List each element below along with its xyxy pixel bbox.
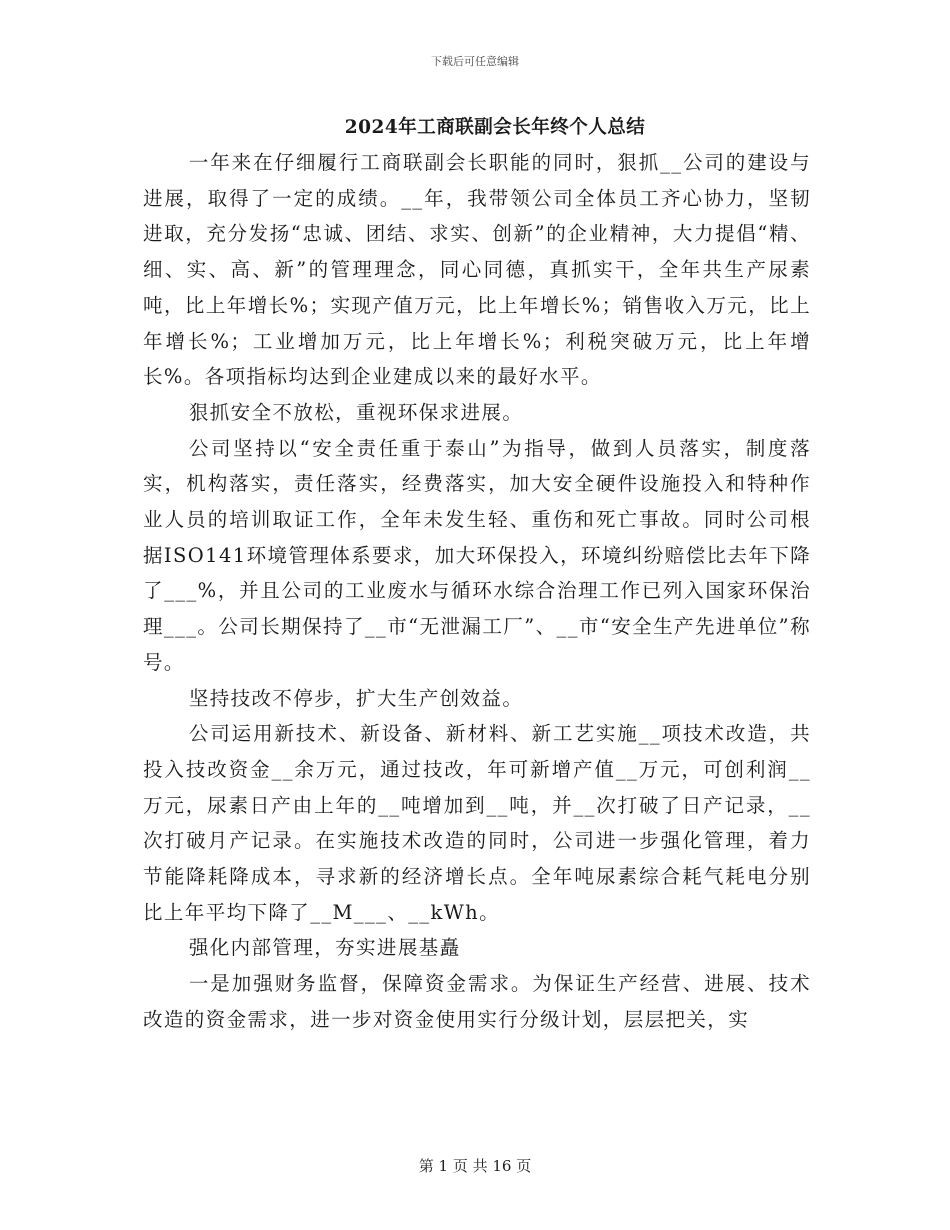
paragraph: 公司坚持以“安全责任重于泰山”为指导，做到人员落实，制度落实，机构落实，责任落实，经费落实，加大安全硬件设施投入和特种作业人员的培训取证工作，全年未发生轻、重伤和死亡事故。同时公司根据ISO141环境管理体系要求，加大环保投入，环境纠纷赔偿比去年下降了___%，并且公司的工业废水与循环水综合治理工作已列入国家环保治理___。公司长期保持了__市“无泄漏工厂”、__市“安全生产先进单位”称号。 [143, 436, 811, 674]
document-title: 2024年工商联副会长年终个人总结 [344, 117, 646, 138]
paragraph: 狠抓安全不放松，重视环保求进展。 [188, 400, 524, 424]
header-note: 下载后可任意编辑 [431, 55, 519, 68]
page-number: 第 1 页 共 16 页 [418, 1157, 532, 1175]
paragraph: 一是加强财务监督，保障资金需求。为保证生产经营、进展、技术改造的资金需求，进一步对资金使用实行分级计划，层层把关，实 [143, 972, 811, 1031]
paragraph: 一年来在仔细履行工商联副会长职能的同时，狠抓__公司的建设与进展，取得了一定的成绩。__年，我带领公司全体员工齐心协力，坚韧进取，充分发扬“忠诚、团结、求实、创新”的企业精神，大力提倡“精、细、实、高、新”的管理理念，同心同德，真抓实干，全年共生产尿素吨，比上年增长%；实现产值万元，比上年增长%；销售收入万元，比上年增长%；工业增加万元，比上年增长%；利税突破万元，比上年增长%。各项指标均达到企业建成以来的最好水平。 [143, 151, 811, 389]
paragraph: 坚持技改不停步，扩大生产创效益。 [188, 686, 524, 710]
paragraph: 公司运用新技术、新设备、新材料、新工艺实施__项技术改造，共投入技改资金__余万元，通过技改，年可新增产值__万元，可创利润__万元，尿素日产由上年的__吨增加到__吨，并__次打破了日产记录，__次打破月产记录。在实施技术改造的同时，公司进一步强化管理，着力节能降耗降成本，寻求新的经济增长点。全年吨尿素综合耗气耗电分别比上年平均下降了__M___、__kWh。 [143, 722, 811, 924]
document-body [143, 145, 811, 1038]
paragraph: 强化内部管理，夯实进展基矗 [188, 936, 461, 960]
